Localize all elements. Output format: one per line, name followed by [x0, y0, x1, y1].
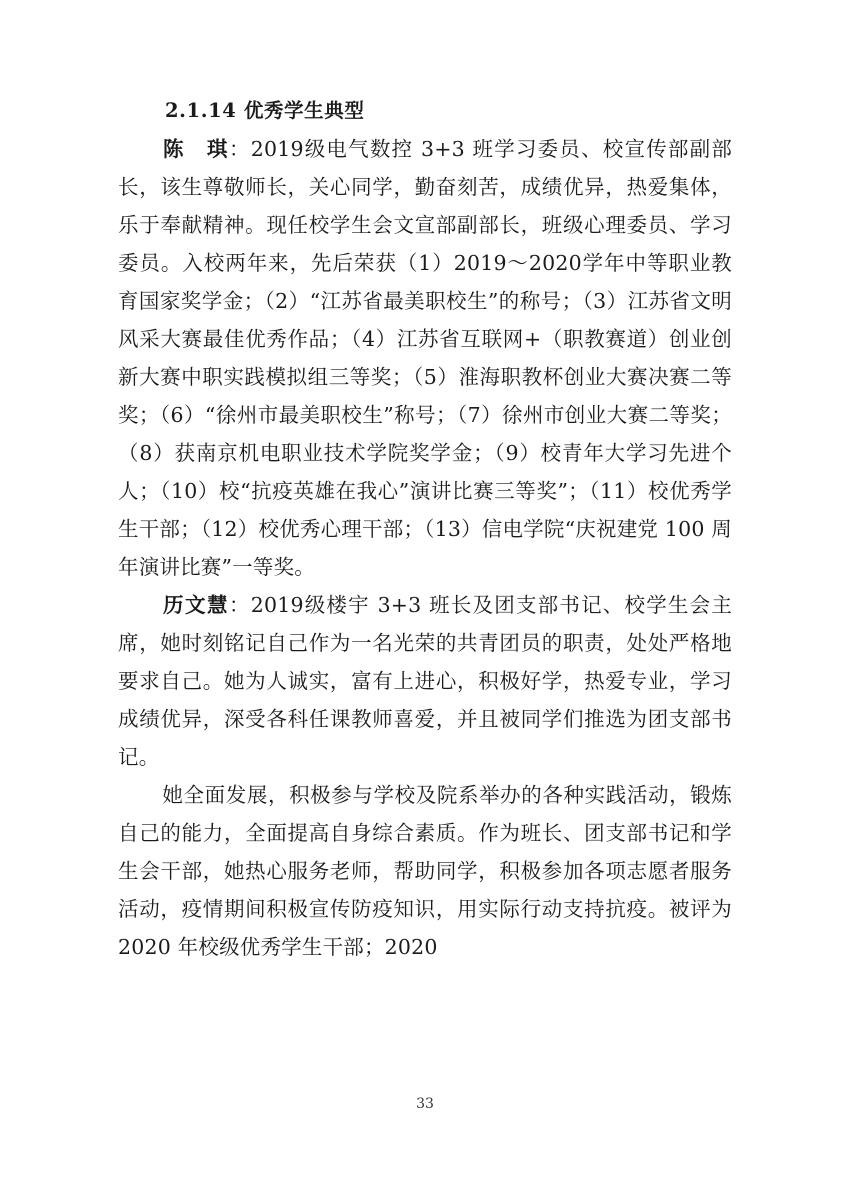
- paragraph-body-chen-qi: 2019级电气数控 3+3 班学习委员、校宣传部副部长，该生尊敬师长，关心同学，勤奋刻苦，成绩优异，热爱集体，乐于奉献精神。现任校学生会文宣部副部长，班级心理委员、学习委员。入校两年来，先后荣获（1）2019～2020学年中等职业教育国家奖学金；（2）“江苏省最美职校生”的称号；（3）江苏省文明风采大赛最佳优秀作品；（4）江苏省互联网+（职教赛道）创业创新大赛中职实践模拟组三等奖；（5）淮海职教杯创业大赛决赛二等奖；（6）“徐州市最美职校生”称号；（7）徐州市创业大赛二等奖；（8）获南京机电职业技术学院奖学金；（9）校青年大学习先进个人；（10）校“抗疫英雄在我心”演讲比赛三等奖”；（11）校优秀学生干部；（12）校优秀心理干部；（13）信电学院“庆祝建党 100 周年演讲比赛”一等奖。: [118, 137, 733, 579]
- section-heading: 2.1.14 优秀学生典型: [165, 99, 365, 122]
- name-separator: ：: [229, 137, 251, 161]
- page-number: 33: [416, 1096, 434, 1112]
- paragraph-student-li-wenhui: [118, 586, 732, 776]
- paragraph-student-chen-qi: [118, 130, 732, 586]
- page-content: [118, 92, 732, 966]
- paragraph-student-li-wenhui-continued: [118, 776, 732, 966]
- student-name-li-wenhui: 历文慧: [162, 593, 230, 617]
- paragraph-body-li-wenhui-continued: 她全面发展，积极参与学校及院系举办的各种实践活动，锻炼自己的能力，全面提高自身综合素质。作为班长、团支部书记和学生会干部，她热心服务老师，帮助同学，积极参加各项志愿者服务活动，疫情期间积极宣传防疫知识，用实际行动支持抗疫。被评为 2020 年校级优秀学生干部；2020: [118, 783, 732, 959]
- name-separator: ：: [229, 593, 251, 617]
- paragraph-body-li-wenhui: 2019级楼宇 3+3 班长及团支部书记、校学生会主席，她时刻铭记自己作为一名光荣的共青团员的职责，处处严格地要求自己。她为人诚实，富有上进心，积极好学，热爱专业，学习成绩优异，深受各科任课教师喜爱，并且被同学们推选为团支部书记。: [118, 593, 733, 769]
- student-name-chen-qi: 陈 琪: [162, 137, 230, 161]
